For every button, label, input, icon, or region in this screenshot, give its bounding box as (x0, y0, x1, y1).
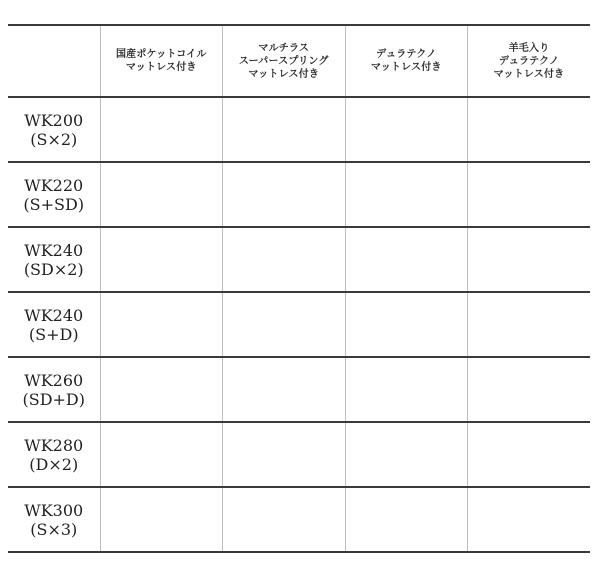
table-cell (468, 162, 591, 227)
table-row (8, 97, 590, 162)
table-cell (345, 357, 468, 422)
table-cell (345, 487, 468, 552)
header-corner-cell (8, 25, 100, 97)
table-cell (345, 227, 468, 292)
table-cell (100, 162, 223, 227)
table-row (8, 162, 590, 227)
size-combo: (D×2) (29, 454, 79, 474)
row-label-cell (8, 422, 100, 487)
header-pocket-coil (100, 25, 223, 97)
table-cell (345, 162, 468, 227)
table-row (8, 422, 590, 487)
header-multi-lath (223, 25, 346, 97)
table-cell (468, 422, 591, 487)
table-cell (223, 292, 346, 357)
row-label-cell (8, 97, 100, 162)
table-cell (223, 97, 346, 162)
table-header-row (8, 25, 590, 97)
row-label-cell (8, 227, 100, 292)
table-cell (100, 357, 223, 422)
header-line: デュラテクノ (498, 55, 560, 67)
header-line: 羊毛入り (508, 42, 550, 54)
table-cell (223, 227, 346, 292)
table-cell (345, 97, 468, 162)
row-label-cell (8, 292, 100, 357)
size-combo: (S+SD) (23, 194, 85, 214)
size-combo: (SD×2) (23, 259, 84, 279)
header-line: 国産ポケットコイル (115, 49, 207, 60)
table-cell (468, 357, 591, 422)
size-combo: (SD+D) (22, 389, 85, 409)
table-cell (468, 97, 591, 162)
table-cell (100, 227, 223, 292)
table-cell (100, 487, 223, 552)
table-cell (100, 292, 223, 357)
model-name: WK260 (24, 370, 84, 390)
table-row (8, 292, 590, 357)
table-cell (468, 487, 591, 552)
table-cell (223, 357, 346, 422)
model-name: WK300 (24, 500, 84, 520)
model-name: WK200 (24, 110, 84, 130)
table-row (8, 487, 590, 552)
table-cell (100, 97, 223, 162)
model-name: WK220 (24, 175, 84, 195)
row-label-cell (8, 162, 100, 227)
table-cell (223, 487, 346, 552)
header-line: マットレス付き (248, 68, 320, 80)
table-cell (223, 162, 346, 227)
table-cell (468, 227, 591, 292)
table-cell (345, 422, 468, 487)
header-dura-techno (345, 25, 468, 97)
size-combo: (S+D) (28, 324, 79, 344)
table-cell (345, 292, 468, 357)
header-line: マルチラス (258, 42, 310, 54)
table-cell (468, 292, 591, 357)
table-cell (100, 422, 223, 487)
size-combo: (S×3) (30, 519, 78, 539)
header-line: デュラテクノ (376, 49, 437, 60)
header-line: マットレス付き (493, 68, 565, 80)
model-name: WK240 (24, 240, 84, 260)
header-line: マットレス付き (370, 62, 442, 73)
row-label-cell (8, 487, 100, 552)
row-label-cell (8, 357, 100, 422)
table-row (8, 227, 590, 292)
model-name: WK240 (24, 305, 84, 325)
header-wool-dura-techno (468, 25, 591, 97)
size-comparison-table (8, 24, 590, 553)
size-combo: (S×2) (30, 129, 78, 149)
table-row (8, 357, 590, 422)
header-line: マットレス付き (125, 62, 197, 73)
header-line: スーパースプリング (238, 55, 329, 67)
model-name: WK280 (24, 435, 84, 455)
table-cell (223, 422, 346, 487)
